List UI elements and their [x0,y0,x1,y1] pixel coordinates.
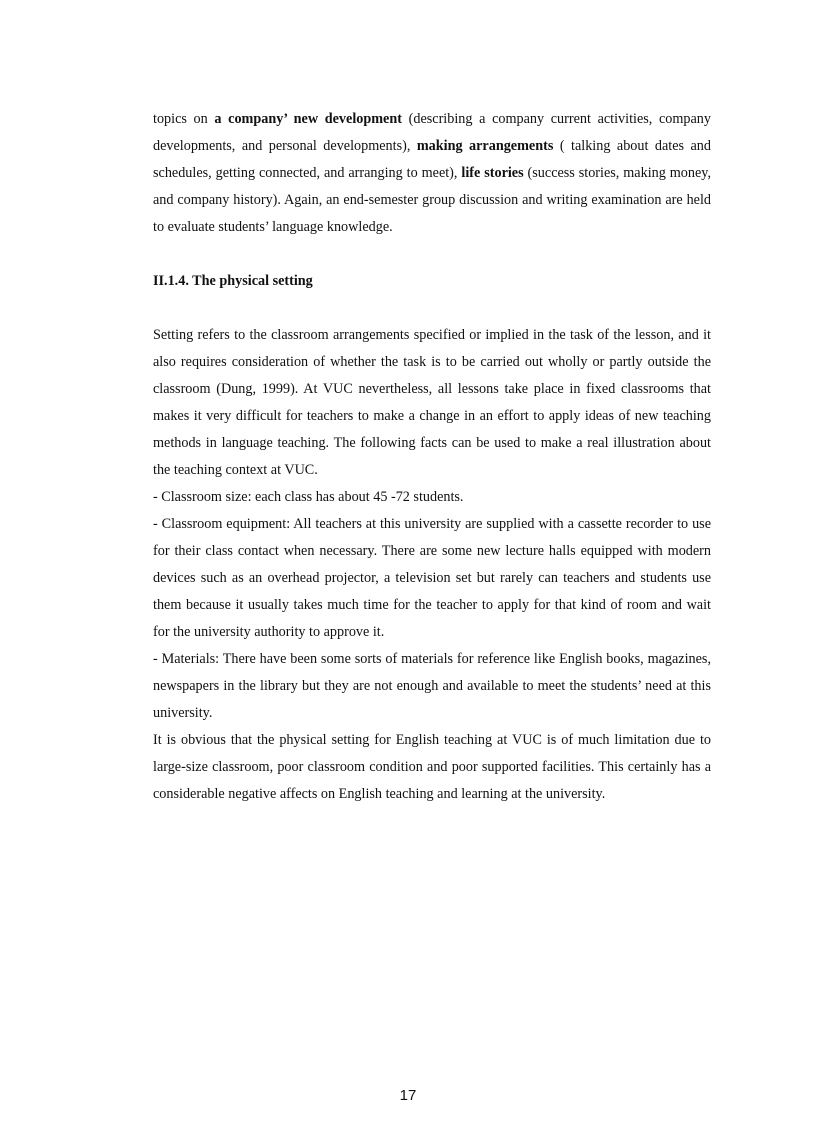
document-page [153,106,711,808]
conclusion-paragraph: It is obvious that the physical setting for English teaching at VUC is of much limitation due to large-size classroom, poor classroom condition and poor supported facilities. This certainly has a considerable negative affects on English teaching and learning at the university. [153,732,711,802]
bold-term-company-development: a company’ new development [214,111,402,127]
materials-item: - Materials: There have been some sorts of materials for reference like English books, magazines, newspapers in the library but they are not enough and available to meet the students’ need at this university. [153,651,711,721]
intro-paragraph [153,106,711,241]
intro-text-3: ( talking about dates and schedules, getting connected, and arranging to meet), [153,138,711,181]
section-heading: II.1.4. The physical setting [153,273,313,289]
classroom-size-item: - Classroom size: each class has about 45 -72 students. [153,489,464,505]
intro-text-1: topics on [153,111,215,127]
intro-text-2: (describing a company current activities, company developments, and personal developments), [153,111,711,154]
setting-paragraph: Setting refers to the classroom arrangements specified or implied in the task of the lesson, and it also requires consideration of whether the task is to be carried out wholly or partly outside the classroom (Dung, 1999). At VUC nevertheless, all lessons take place in fixed classrooms that makes it very difficult for teachers to make a change in an effort to apply ideas of new teaching methods in language teaching. The following facts can be used to make a real illustration about the teaching context at VUC. [153,327,711,478]
bold-term-life-stories: life stories [461,165,524,181]
bold-term-making-arrangements: making arrangements [416,138,554,154]
page-number: 17 [399,1087,417,1104]
classroom-equipment-item: - Classroom equipment: All teachers at this university are supplied with a cassette recorder to use for their class contact when necessary. There are some new lecture halls equipped with modern devices such as an overhead projector, a television set but rarely can teachers and students use them because it usually takes much time for the teacher to apply for that kind of room and wait for the university authority to approve it. [153,516,711,640]
intro-text-4: (success stories, making money, and company history). Again, an end-semester group discussion and writing examination are held to evaluate students’ language knowledge. [153,165,711,235]
